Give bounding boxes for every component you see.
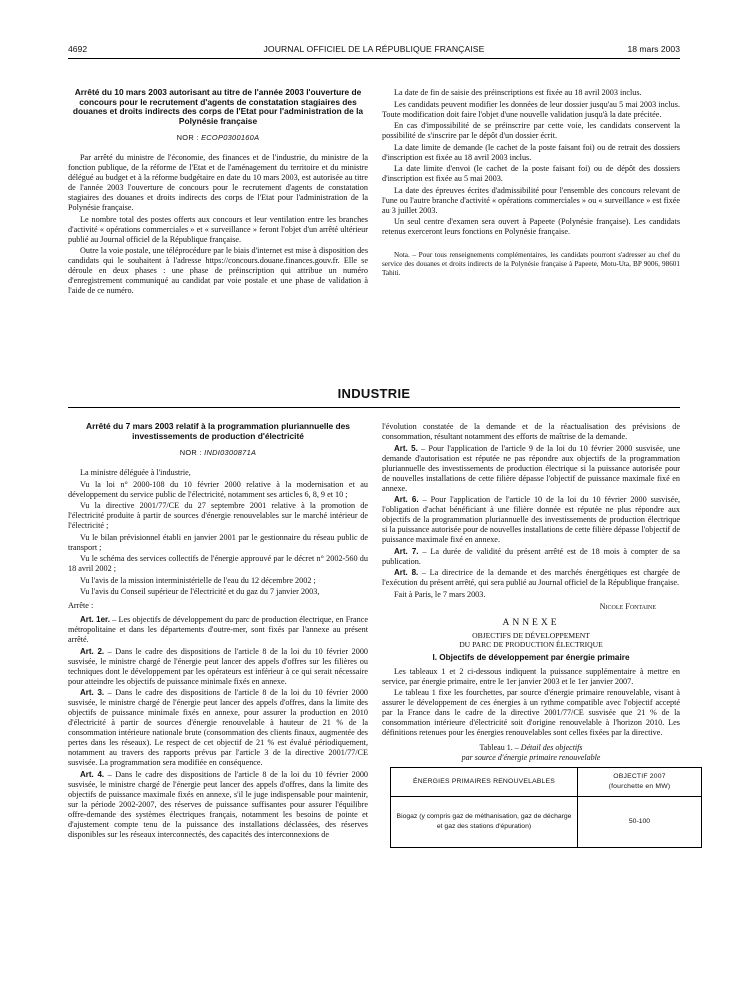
arrete2-nor: NOR : INDI0300871A: [179, 448, 257, 458]
section-rule: [68, 407, 680, 408]
arrete1-note: Nota. – Pour tous renseignements complémentaires, les candidats pourront s'adresser au chef du service des douanes et droits indirects de la Polynésie française à Papeete, Motu-Uta, BP 9006, 98601 Tahiti.: [382, 251, 680, 277]
visa: Vu l'avis de la mission interministérielle de l'eau du 12 décembre 2002 ;: [80, 575, 316, 585]
section-heading-industrie: INDUSTRIE: [337, 386, 411, 401]
visa: Vu l'avis du Conseil supérieur de l'électricité et du gaz du 7 janvier 2003,: [80, 587, 320, 597]
arrete1-paragraph: Par arrêté du ministre de l'économie, des finances et de l'industrie, du ministre de la fonction publique, de la réforme de l'Etat et de l'aménagement du territoire et du ministre délégué au budget et à la réforme budgétaire en date du 10 mars 2003, est autorisée au titre de l'année 2003 l'ouverture de concours pour le recrutement d'agents de constatation stagiaires des douanes et droits indirects des corps de l'Etat pour l'administration de la Polynésie française.: [68, 153, 368, 213]
arrete2-left-column: [68, 422, 368, 841]
arrete1-title: Arrêté du 10 mars 2003 autorisant au titre de l'année 2003 l'ouverture de concours pour le recrutement d'agents de constatation stagiaires des douanes et droits indirects des corps de l'Etat pour l'administration de la Polynésie française: [72, 87, 364, 126]
objectives-table: [390, 767, 702, 848]
arrete1-paragraph: La date limite de demande (le cachet de la poste faisant foi) ou de retrait des dossiers d'inscription est fixée au 18 avril 2003 inclus.: [382, 142, 680, 162]
annexe-title: ANNEXE: [502, 617, 560, 628]
arrete1-paragraph: Le nombre total des postes offerts aux concours et leur ventilation entre les branches d'activité « opérations commerciales » et « surveillance » feront l'objet d'un arrêté ultérieur publié au Journal officiel de la République française.: [68, 214, 368, 244]
arrete-word: Arrête :: [68, 601, 94, 611]
done-at: Fait à Paris, le 7 mars 2003.: [394, 589, 486, 599]
table-cell-objective: 50-100: [578, 797, 702, 848]
visa: Vu le bilan prévisionnel établi en janvier 2001 par le gestionnaire du réseau public de transport ;: [68, 532, 368, 552]
journal-title: JOURNAL OFFICIEL DE LA RÉPUBLIQUE FRANÇAISE: [263, 44, 485, 54]
annexe-paragraph: Le tableau 1 fixe les fourchettes, par source d'énergie primaire renouvelable, visant à assurer le développement de ces énergies à un rythme compatible avec l'objectif accepté par la France dans le cadre de la directive 2001/77/CE susvisée que 21 % de la consommation intérieure d'électricité soit d'origine renouvelable à l'horizon 2010. Les définitions retenues pour les énergies renouvelables sont celles fixées par la directive.: [382, 688, 680, 737]
annexe-paragraph: Les tableaux 1 et 2 ci-dessous indiquent la puissance supplémentaire à mettre en service, par énergie primaire, entre le 1er janvier 2003 et le 1er janvier 2007.: [382, 666, 680, 686]
arrete1-left-column: [68, 88, 368, 298]
visa: Vu la loi n° 2000-108 du 10 février 2000 relative à la modernisation et au développement du service public de l'électricité, notamment ses articles 6, 8, 9 et 10 ;: [68, 479, 368, 499]
table-header-objective: OBJECTIF 2007 (fourchette en MW): [578, 768, 702, 797]
arrete1-paragraph: Outre la voie postale, une téléprocédure par le biais d'internet est mise à disposition des candidats qui le souhaitent à l'adresse https://concours.douane.finances.gouv.fr. Elle se déroule en deux phases : une phase de préinscription qui attribue un numéro d'enregistrement communiqué au candidat par voie postale et une phase de validation à l'aide de ce numéro.: [68, 246, 368, 296]
arrete2-right-column: [382, 422, 680, 848]
arrete1-paragraph: En cas d'impossibilité de se préinscrire par cette voie, les candidats conservent la possibilité de s'inscrire par le dépôt d'un dossier écrit.: [382, 121, 680, 140]
annexe-section-1: I. Objectifs de développement par énergie primaire: [432, 652, 630, 662]
article-6: Art. 6. – Pour l'application de l'article 10 de la loi du 10 février 2000 susvisée, l'obligation d'achat bénéficiant à une filière donnée est réputée ne plus répondre aux objectifs de la programmation pluriannuelle des investissements de production électrique si la puissance autorisée pour de nouvelles installations de cette filière dépasse l'objectif de puissance maximale fixé en annexe.: [382, 495, 680, 544]
arrete2-title: Arrêté du 7 mars 2003 relatif à la programmation pluriannuelle des investissements de production d'électricité: [86, 421, 350, 441]
issue-date: 18 mars 2003: [627, 44, 680, 54]
arrete1-paragraph: La date de fin de saisie des préinscriptions est fixée au 18 avril 2003 inclus.: [394, 88, 642, 97]
arrete1-nor: NOR : ECOP0300160A: [176, 133, 260, 143]
article-2: Art. 2. – Dans le cadre des dispositions de l'article 8 de la loi du 10 février 2000 susvisée, le ministre chargé de l'énergie peut lancer des appels d'offres sur les filières ou techniques dont le développement par les opérateurs est inférieur à ce qui serait nécessaire pour atteindre les objectifs de puissance minimale fixés en annexe.: [68, 646, 369, 686]
arrete1-paragraph: Un seul centre d'examen sera ouvert à Papeete (Polynésie française). Les candidats retenus exerceront leurs fonctions en Polynésie française.: [382, 217, 680, 236]
arrete1-paragraph: Les candidats peuvent modifier les données de leur dossier jusqu'au 5 mai 2003 inclus. Toute modification doit faire l'objet d'une nouvelle validation jusqu'à la date précitée.: [382, 99, 680, 119]
page-number: 4692: [68, 44, 88, 54]
table-row: [391, 797, 702, 848]
signature: Nicole Fontaine: [599, 601, 656, 611]
article-1: Art. 1er. – Les objectifs de développement du parc de production électrique, en France métropolitaine et dans les départements d'outre-mer, sont fixés par l'annexe au présent arrêté.: [68, 615, 369, 645]
article-3: Art. 3. – Dans le cadre des dispositions de l'article 8 de la loi du 10 février 2000 susvisée, le ministre chargé de l'énergie peut lancer des appels d'offres, dans la limite des objectifs de puissance minimale fixés en annexe, pour assurer la production en 2010 d'électricité à partir de sources d'énergie renouvelable à hauteur de 21 % de la consommation intérieure nationale brute (consommation des clients finaux, augmentée des pertes dans les réseaux). Le respect de cet objectif de 21 % est évalué périodiquement, notamment au travers des rapports prévus par l'article 3 de la directive 2001/77/CE susvisée. La programmation sera modifiée en conséquence.: [68, 688, 369, 768]
arrete1-paragraph: La date des épreuves écrites d'admissibilité pour l'ensemble des concours relevant de l'une ou l'autre branche d'activité « opérations commerciales » ou « surveillance » est fixée au 3 juillet 2003.: [382, 185, 680, 215]
article-7: Art. 7. – La durée de validité du présent arrêté est de 18 mois à compter de sa publication.: [382, 546, 680, 566]
visa: Vu le schéma des services collectifs de l'énergie approuvé par le décret n° 2002-560 du 18 avril 2002 ;: [68, 554, 368, 574]
table-header-row: [391, 768, 702, 797]
article-5: Art. 5. – Pour l'application de l'article 9 de la loi du 10 février 2000 susvisée, une demande d'autorisation est réputée ne pas répondre aux objectifs de la programmation pluriannuelle des investissements de production électrique si la puissance autorisée pour de nouvelles installations de cette filière dépasse l'objectif de puissance maximale fixé en annexe.: [382, 443, 681, 493]
table-header-energy: ÉNERGIES PRIMAIRES RENOUVELABLES: [391, 768, 578, 797]
article-4-continued: l'évolution constatée de la demande et de la réactualisation des prévisions de consommation, résultant notamment des efforts de maîtrise de la demande.: [382, 422, 680, 441]
table-caption: Tableau 1. – Détail des objectifs par source d'énergie primaire renouvelable: [461, 743, 601, 762]
visa: La ministre déléguée à l'industrie,: [80, 468, 191, 478]
article-8: Art. 8. – La directrice de la demande et des marchés énergétiques est chargée de l'exécution du présent arrêté, qui sera publié au Journal officiel de la République française.: [382, 568, 680, 587]
table-cell-energy: Biogaz (y compris gaz de méthanisation, gaz de décharge et gaz des stations d'épuration): [391, 797, 578, 848]
arrete1-paragraph: La date limite d'envoi (le cachet de la poste faisant foi) ou de dépôt des dossiers d'inscription est fixée au 5 mai 2003.: [382, 164, 680, 183]
arrete1-right-column: [382, 88, 680, 280]
annexe-subtitle: OBJECTIFS DE DÉVELOPPEMENT DU PARC DE PRODUCTION ÉLECTRIQUE: [459, 630, 603, 649]
visa: Vu la directive 2001/77/CE du 27 septembre 2001 relative à la promotion de l'électricité produite à partir de sources d'énergie renouvelables sur le marché intérieur de l'électricité ;: [68, 501, 368, 531]
header-rule: [68, 58, 680, 59]
article-4: Art. 4. – Dans le cadre des dispositions de l'article 8 de la loi du 10 février 2000 susvisée, le ministre chargé de l'énergie peut lancer des appels d'offres, dans la limite des objectifs de puissance maximale fixés en annexe, s'il le juge indispensable pour maintenir, sur la période 2002-2007, des réserves de puissance suffisantes pour assurer l'équilibre offre-demande des systèmes électriques français, notamment les besoins de pointe et d'ajustement compte tenu de la puissance des installations déclassées, des réserves disponibles sur les réseaux interconnectés, des capacités des interconnexions de: [68, 769, 369, 839]
running-header: [68, 44, 680, 58]
